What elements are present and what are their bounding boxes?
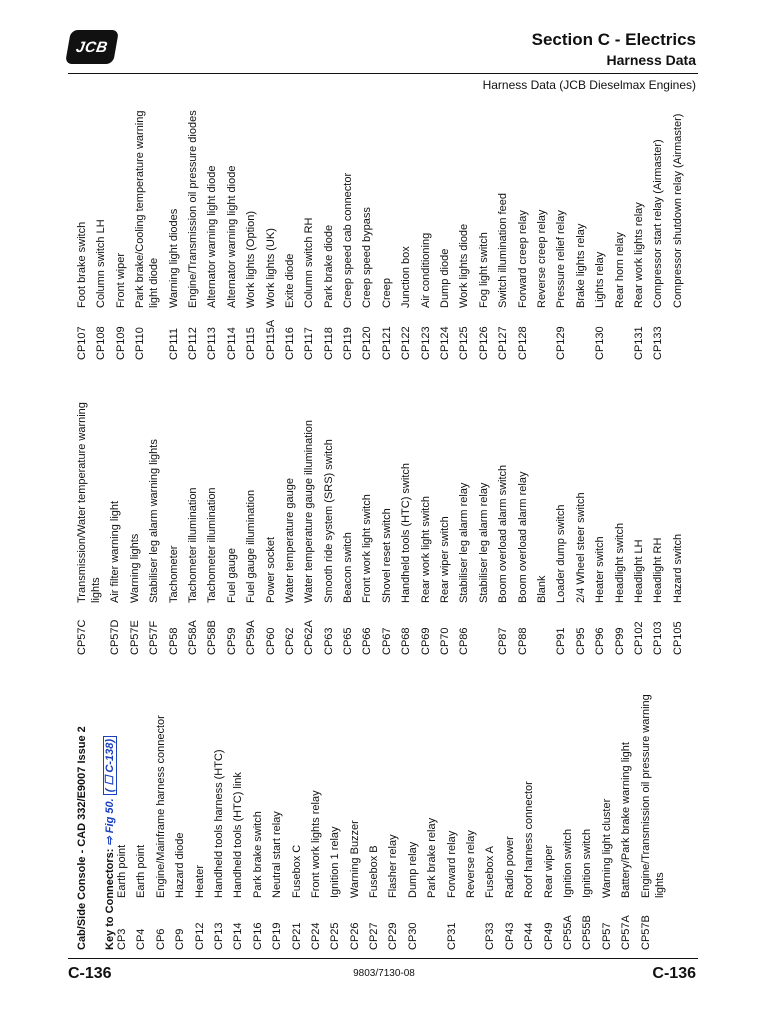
connector-row [483,680,497,950]
connector-description: Earth point [135,844,148,898]
connector-code: CP102 [632,621,645,655]
connector-description: Fusebox C [290,844,303,898]
connector-row [386,680,400,950]
connector-description: Lights relay [594,251,607,308]
connector-description: Ignition 1 relay [329,826,342,898]
page-ref-link[interactable]: ( ☐ C-138) [103,736,117,795]
connector-code: CP29 [387,922,400,950]
connector-code: CP19 [271,922,284,950]
connector-row [348,680,362,950]
connector-row [290,680,304,950]
connector-table [75,70,684,950]
connector-code: CP13 [212,922,225,950]
connector-description: Brake lights relay [574,223,587,308]
connector-code: CP110 [134,327,147,360]
connector-description: Forward relay [445,830,458,898]
connector-row [574,90,588,360]
connector-code: CP33 [484,922,497,950]
connector-description: Battery/Park brake warning light [620,742,633,898]
connector-description: Power socket [264,536,277,603]
connector-description: Shovel reset switch [380,508,393,603]
connector-description: Rear wiper [542,844,555,898]
connector-code: CP131 [632,326,645,360]
connector-description: Dump diode [439,248,452,308]
connector-row [639,680,667,950]
connector-code: CP12 [193,922,206,950]
connector-code: CP14 [232,922,245,950]
connector-description: Alternator warning light diode [206,165,219,308]
connector-code: CP57D [109,619,122,655]
connector-row [619,680,633,950]
figure-link[interactable]: ⇨ Fig 50. [104,798,116,846]
connector-code: CP70 [439,627,452,655]
connector-code: CP99 [613,627,626,655]
connector-description: Foot brake switch [76,221,88,308]
connector-description: Rear work lights relay [632,202,645,308]
connector-row [128,385,142,655]
connector-row [225,385,239,655]
connector-code: CP121 [380,326,393,360]
connector-description: Handheld tools harness (HTC) [212,749,225,898]
connector-row [561,680,575,950]
connector-row [516,385,530,655]
connector-row [554,385,568,655]
connector-description: Neutral start relay [271,811,284,898]
connector-description: Compressor start relay (Airmaster) [652,139,665,308]
connector-row [632,90,646,360]
connector-row [167,385,181,655]
connector-row [593,385,607,655]
connector-row [134,680,148,950]
connector-description: Warning lights [128,533,141,603]
connector-column-1 [115,680,672,950]
connector-description: Forward creep relay [516,210,529,308]
connector-row [503,680,517,950]
connector-code: CP9 [174,928,187,950]
connector-row [651,90,665,360]
connector-code: CP59A [245,620,258,655]
connector-row [425,680,439,950]
connector-row [542,680,556,950]
connector-description: Exite diode [283,253,296,308]
connector-description: Hazard switch [671,533,684,603]
connector-code: CP44 [523,922,536,950]
connector-description: Engine/Mainframe harness connector [154,715,167,898]
connector-description: Stabiliser leg alarm warning lights [148,439,161,603]
connector-code: CP4 [135,928,148,950]
connector-description: Pressure relief relay [555,210,568,308]
connector-row [322,385,336,655]
connector-code: CP130 [594,326,607,360]
connector-description: Front work lights relay [309,790,322,898]
harness-subheading: Harness Data (JCB Dieselmax Engines) [482,78,696,92]
connector-row [671,90,685,360]
connector-description: Dump relay [406,841,419,898]
connector-code: CP57B [639,915,652,950]
connector-description: Beacon switch [342,532,355,603]
section-title: Section C - Electrics [531,30,696,49]
connector-description: Roof harness connector [523,781,536,898]
connector-description: Smooth ride system (SRS) switch [322,439,335,603]
connector-description: Work lights (UK) [264,228,277,308]
connector-code: CP62 [283,627,296,655]
connector-row [554,90,568,360]
connector-code: CP55B [581,915,594,950]
connector-description: Column switch LH [95,219,108,308]
connector-code: CP133 [652,326,665,360]
connector-description: Rear work light switch [419,496,432,603]
connector-code: CP27 [368,922,381,950]
connector-code: CP55A [561,915,574,950]
connector-description: Work lights diode [458,223,471,308]
connector-code: CP126 [477,326,490,360]
connector-description: Handheld tools (HTC) link [232,772,245,898]
connector-description: Fuel gauge illumination [245,489,258,603]
connector-row [225,90,239,360]
connector-row [457,385,471,655]
connector-code: CP114 [225,327,238,360]
connector-description: 2/4 Wheel steer switch [574,492,587,603]
connector-code: CP86 [458,627,471,655]
connector-row [205,90,219,360]
connector-description: Park brake relay [426,817,439,898]
document-number: 9803/7130-08 [353,968,415,979]
connector-row [535,385,549,655]
connector-row [173,680,187,950]
connector-description: Water temperature gauge [283,478,296,603]
connector-row [341,385,355,655]
connector-code: CP25 [329,922,342,950]
connector-description: Rear horn relay [613,232,626,308]
connector-description: Alternator warning light diode [225,165,238,308]
connector-code: CP57F [148,620,161,655]
connector-code: CP88 [516,627,529,655]
connector-row [244,90,258,360]
footer-rule [68,958,698,959]
connector-row [133,90,161,360]
connector-row [419,90,433,360]
connector-description: Engine/Transmission oil pressure diodes [186,110,199,308]
connector-column-2 [75,385,690,655]
connector-code: CP109 [114,326,127,360]
connector-row [205,385,219,655]
connector-code: CP105 [671,621,684,655]
connector-row [496,90,510,360]
connector-code: CP124 [439,326,452,360]
connector-code [425,898,439,950]
connector-description: Fuel gauge [225,547,238,603]
connector-row [186,385,200,655]
connector-code: CP57C [76,619,88,655]
connector-row [406,680,420,950]
connector-description: Handheld tools (HTC) switch [400,463,413,603]
connector-description: Radio power [503,836,516,898]
connector-description: Creep speed cab connector [342,172,355,308]
page-number-right: C-136 [652,965,696,982]
connector-description: Heater switch [594,536,607,603]
connector-column-3 [75,90,690,360]
key-label: Key to Connectors: [104,848,116,950]
connector-description: Fusebox B [368,845,381,898]
connector-description: Junction box [400,246,413,308]
connector-description: Hazard diode [174,832,187,898]
connector-row [438,90,452,360]
connector-description: Headlight RH [652,537,665,603]
connector-row [231,680,245,950]
connector-code: CP91 [555,627,568,655]
connector-description: Creep [380,278,393,308]
connector-description: Ignition switch [561,828,574,898]
connector-description: Front wiper [114,252,127,308]
connector-row [419,385,433,655]
connector-description: Creep speed bypass [361,207,374,308]
connector-code: CP122 [400,326,413,360]
connector-code [671,308,685,360]
connector-description: Warning light cluster [600,798,613,898]
connector-code: CP115 [245,327,258,360]
connector-code: CP65 [342,627,355,655]
connector-code: CP113 [206,327,219,360]
connector-description: Boom overload alarm relay [516,471,529,603]
connector-row [309,680,323,950]
connector-row [535,90,549,360]
connector-row [516,90,530,360]
connector-description: Blank [535,575,548,603]
connector-description: Flasher relay [387,834,400,898]
connector-description: Stabiliser leg alarm relay [458,482,471,603]
connector-row [380,385,394,655]
connector-code: CP120 [361,326,374,360]
connector-row [464,680,478,950]
connector-row [251,680,265,950]
connector-row [108,385,122,655]
connector-row [496,385,510,655]
connector-code: CP16 [251,922,264,950]
connector-code: CP111 [167,327,180,360]
connector-code [535,603,549,655]
connector-code: CP117 [303,327,316,360]
connector-row [328,680,342,950]
connector-row [212,680,226,950]
connector-description: Engine/Transmission oil pressure warning lights [639,694,666,898]
connector-code: CP69 [419,627,432,655]
connector-code [574,308,588,360]
connector-code: CP26 [348,922,361,950]
connector-code: CP57A [620,915,633,950]
connector-description: Front work light switch [361,494,374,603]
connector-code: CP59 [225,627,238,655]
connector-row [75,90,89,360]
connector-code: CP66 [361,627,374,655]
connector-row [186,90,200,360]
connector-code: CP96 [594,627,607,655]
connector-code: CP58 [167,627,180,655]
connector-description: Compressor shutdown relay (Airmaster) [671,113,684,308]
connector-row [613,90,627,360]
connector-description: Loader dump switch [555,504,568,603]
connector-row [283,90,297,360]
connector-row [367,680,381,950]
connector-row [613,385,627,655]
connector-row [399,90,413,360]
connector-code: CP67 [380,627,393,655]
connector-description: Reverse relay [465,830,478,898]
harness-data-title: Harness Data [606,52,696,68]
connector-description: Earth point [116,844,128,898]
connector-row [147,385,161,655]
connector-row [270,680,284,950]
connector-description: Park brake diode [322,224,335,308]
connector-code: CP31 [445,922,458,950]
connector-code: CP119 [342,327,355,360]
connector-description: Water temperature gauge illumination [303,419,316,603]
connector-row [438,385,452,655]
connector-code: CP58B [206,620,219,655]
connector-row [399,385,413,655]
connector-code [613,308,627,360]
connector-row [283,385,297,655]
connector-row [360,385,374,655]
connector-description: Air conditioning [419,232,432,308]
connector-row [264,90,278,360]
connector-row [477,385,491,655]
connector-row [360,90,374,360]
connector-description: Air filter warning light [109,500,122,603]
connector-code: CP129 [555,326,568,360]
connector-code: CP108 [95,326,108,360]
connector-code: CP95 [574,627,587,655]
connector-description: Boom overload alarm switch [497,464,510,603]
connector-row [114,90,128,360]
connector-description: Warning Buzzer [348,820,361,898]
connector-code: CP115A [264,319,277,360]
connector-row [264,385,278,655]
page-number-left: C-136 [68,965,112,982]
connector-description: Reverse creep relay [535,209,548,308]
connector-row [302,385,316,655]
table-heading: Cab/Side Console - CAD 332/E9007 Issue 2 [76,726,88,950]
connector-row [244,385,258,655]
connector-code: CP43 [503,922,516,950]
connector-code: CP58A [186,620,199,655]
connector-code: CP60 [264,627,277,655]
connector-row [600,680,614,950]
connector-code [464,898,478,950]
connector-row [477,90,491,360]
connector-description: Ignition switch [581,828,594,898]
connector-description: Tachometer illumination [206,487,219,603]
connector-row [302,90,316,360]
connector-description: Fusebox A [484,846,497,898]
connector-row [193,680,207,950]
connector-row [322,90,336,360]
connector-description: Switch illumination feed [497,193,510,308]
connector-row [457,90,471,360]
connector-row [651,385,665,655]
connector-description: Tachometer illumination [186,487,199,603]
connector-row [580,680,594,950]
connector-code [477,603,491,655]
connector-description: Headlight switch [613,522,626,603]
connector-code: CP57E [128,620,141,655]
connector-code: CP49 [542,922,555,950]
connector-code: CP57 [600,922,613,950]
connector-code: CP6 [154,928,167,950]
connector-code: CP63 [322,627,335,655]
connector-code: CP125 [458,326,471,360]
connector-description: Fog light switch [477,232,490,308]
connector-description: Tachometer [167,545,180,603]
connector-code: CP62A [303,620,316,655]
connector-row [671,385,685,655]
connector-row [167,90,181,360]
connector-code: CP127 [497,326,510,360]
connector-code: CP30 [406,922,419,950]
connector-description: Heater [193,864,206,898]
logo-text: JCB [74,38,110,56]
connector-description: Column switch RH [303,217,316,308]
connector-description: Park brake switch [251,811,264,898]
connector-code: CP116 [283,327,296,360]
connector-row [445,680,459,950]
connector-row [94,90,108,360]
connector-row [341,90,355,360]
connector-description: Park brake/Cooling temperature warning light diode [134,110,161,308]
connector-description: Headlight LH [632,539,645,603]
connector-description: Stabiliser leg alarm relay [477,482,490,603]
connector-code: CP21 [290,922,303,950]
connector-row [154,680,168,950]
connector-description: Work lights (Option) [245,211,258,308]
connector-row [574,385,588,655]
connector-row [593,90,607,360]
connector-code: CP107 [76,326,88,360]
connector-code: CP118 [322,327,335,360]
connector-description: Warning light diodes [167,208,180,308]
connector-code: CP128 [516,326,529,360]
connector-code: CP112 [186,327,199,360]
connector-row [115,680,129,950]
jcb-logo [65,30,119,64]
connector-code: CP3 [116,928,128,950]
connector-row [380,90,394,360]
connector-code: CP68 [400,627,413,655]
connector-code: CP87 [497,627,510,655]
connector-row [75,385,103,655]
connector-description: Transmission/Water temperature warning lights [76,402,102,603]
connector-code [535,308,549,360]
connector-code: CP103 [652,621,665,655]
connector-row [522,680,536,950]
connector-row [632,385,646,655]
connector-code: CP24 [309,922,322,950]
connector-description: Rear wiper switch [439,516,452,603]
connector-code: CP123 [419,326,432,360]
